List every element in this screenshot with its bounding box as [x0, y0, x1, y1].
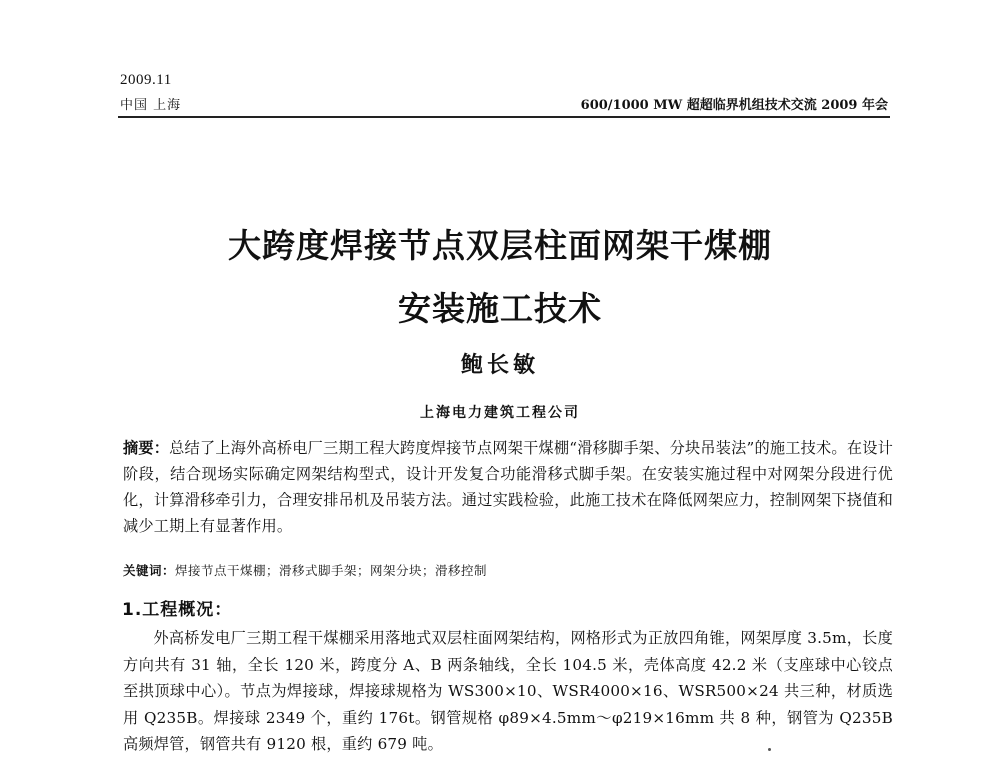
header-divider	[118, 116, 890, 118]
keywords-text: 焊接节点干煤棚；滑移式脚手架；网架分块；滑移控制	[175, 563, 488, 578]
header-conference: 600/1000 MW 超超临界机组技术交流 2009 年会	[580, 98, 888, 113]
section-paragraph: 外高桥发电厂三期工程干煤棚采用落地式双层柱面网架结构，网格形式为正放四角锥，网架厚度 3.5m，长度方向共有 31 轴，全长 120 米，跨度分 A、B 两条轴线，全长 104.5 米，壳体高度 42.2 米（支座球中心铰点至拱顶球中心）。节点为焊接球，焊接球规格为 WS300×10、WSR4000×16、WSR500×24 共三种，材质选用 Q235B。焊接球 2349 个，重约 176t。钢管规格 φ89×4.5mm～φ219×16mm 共 8 种，钢管为 Q235B 高频焊管，钢管共有 9120 根，重约 679 吨。	[123, 629, 893, 753]
author-name: 鲍长敏	[460, 352, 539, 378]
section-heading: 1.工程概况：	[122, 600, 233, 620]
header-location: 中国 上海	[120, 98, 182, 113]
abstract	[123, 435, 893, 539]
abstract-label: 摘要：	[123, 439, 170, 457]
scan-speck	[768, 748, 771, 751]
keywords	[123, 562, 893, 580]
keywords-label: 关键词：	[123, 563, 176, 578]
abstract-text: 总结了上海外高桥电厂三期工程大跨度焊接节点网架干煤棚“滑移脚手架、分块吊装法”的施工技术。在设计阶段，结合现场实际确定网架结构型式，设计开发复合功能滑移式脚手架。在安装实施过程中对网架分段进行优化，计算滑移牵引力，合理安排吊机及吊装方法。通过实践检验，此施工技术在降低网架应力，控制网架下挠值和减少工期上有显著作用。	[123, 439, 893, 535]
header-date: 2009.11	[120, 72, 172, 88]
paper-title-line-2: 安装施工技术	[398, 289, 602, 328]
author-affiliation: 上海电力建筑工程公司	[420, 405, 580, 421]
paper-title-line-1: 大跨度焊接节点双层柱面网架干煤棚	[228, 226, 772, 265]
